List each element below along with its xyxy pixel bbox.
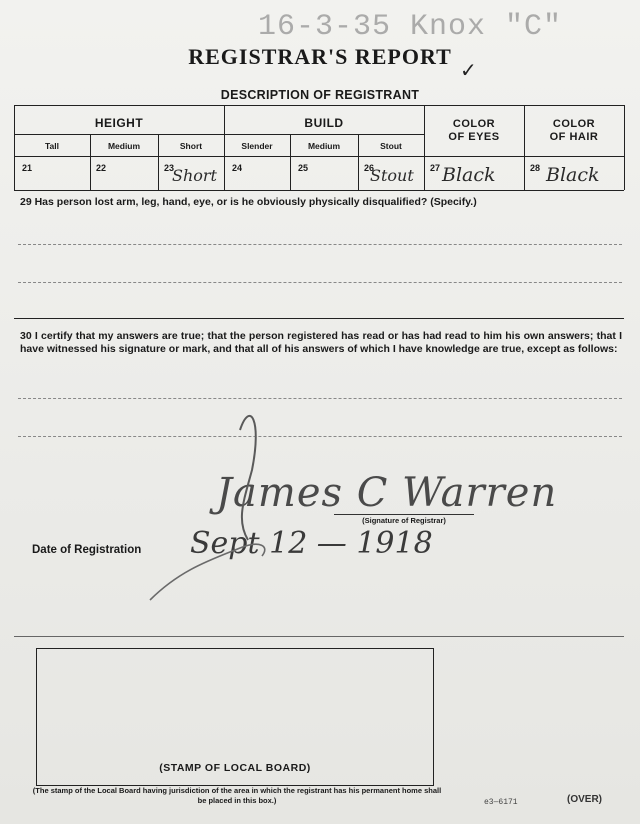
registration-date: Sept 12 — 1918 [190,526,433,561]
question-29-text: 29 Has person lost arm, leg, hand, eye, or is he obviously physically disqualified? (Specify.) [20,196,477,208]
col-label-medium-height: Medium [107,141,141,151]
col-label-medium-build: Medium [307,141,341,151]
col-label-stout: Stout [380,141,402,151]
page-title: REGISTRAR'S REPORT [188,44,452,69]
answer-line [18,398,622,399]
handwritten-build: Stout [370,166,414,185]
cell-number-22: 22 [96,163,107,173]
section-divider [14,318,624,319]
date-of-registration-label: Date of Registration [32,544,142,556]
table-top-border [14,105,624,106]
hair-heading [524,118,624,144]
cell-number-21: 21 [22,163,33,173]
cell-number-28: 28 [530,163,541,173]
table-header-bottom-border [14,156,624,157]
build-heading: BUILD [304,116,344,130]
eyes-heading-line1: COLOR [452,118,496,130]
stamp-number: 16-3-35 Knox "C" [258,10,563,44]
over-label: (OVER) [567,794,602,805]
col-label-short: Short [179,141,203,151]
stamp-caption: (STAMP OF LOCAL BOARD) [159,762,311,774]
eyes-heading-line2: OF EYES [448,131,500,143]
table-bottom-border [14,190,624,191]
signature-label: (Signature of Registrar) [362,516,446,525]
hair-heading-line2: OF HAIR [549,131,599,143]
check-mark: ✓ [460,58,477,82]
cell-number-23: 23 [164,163,175,173]
registrar-signature: James C Warren [216,470,558,516]
section-divider [14,636,624,637]
form-code: e3—6171 [484,798,518,807]
cell-number-24: 24 [232,163,243,173]
cell-number-25: 25 [298,163,309,173]
answer-line [18,436,622,437]
answer-line [18,282,622,283]
question-30-text: 30 I certify that my answers are true; that the person registered has read or has had read to him his own answers; that I have witnessed his signature or mark, and that all of his answers of which I have knowledge are true, except as follows: [20,330,622,355]
eyes-heading [424,118,524,144]
cell-number-27: 27 [430,163,441,173]
col-label-slender: Slender [241,141,273,151]
handwritten-eye-color: Black [442,164,496,186]
signature-line [334,514,474,515]
cell-number-26: 26 [364,163,375,173]
col-label-tall: Tall [44,141,59,151]
description-heading: DESCRIPTION OF REGISTRANT [220,88,420,102]
table-right-border [624,105,625,190]
handwritten-height: Short [172,166,217,185]
hair-heading-line1: COLOR [552,118,596,130]
answer-line [18,244,622,245]
handwritten-hair-color: Black [546,164,600,186]
height-heading: HEIGHT [94,116,144,130]
table-subheader-border [14,134,424,135]
stamp-note: (The stamp of the Local Board having jurisdiction of the area in which the registrant has his permanent home shall be placed in this box.) [32,786,442,805]
